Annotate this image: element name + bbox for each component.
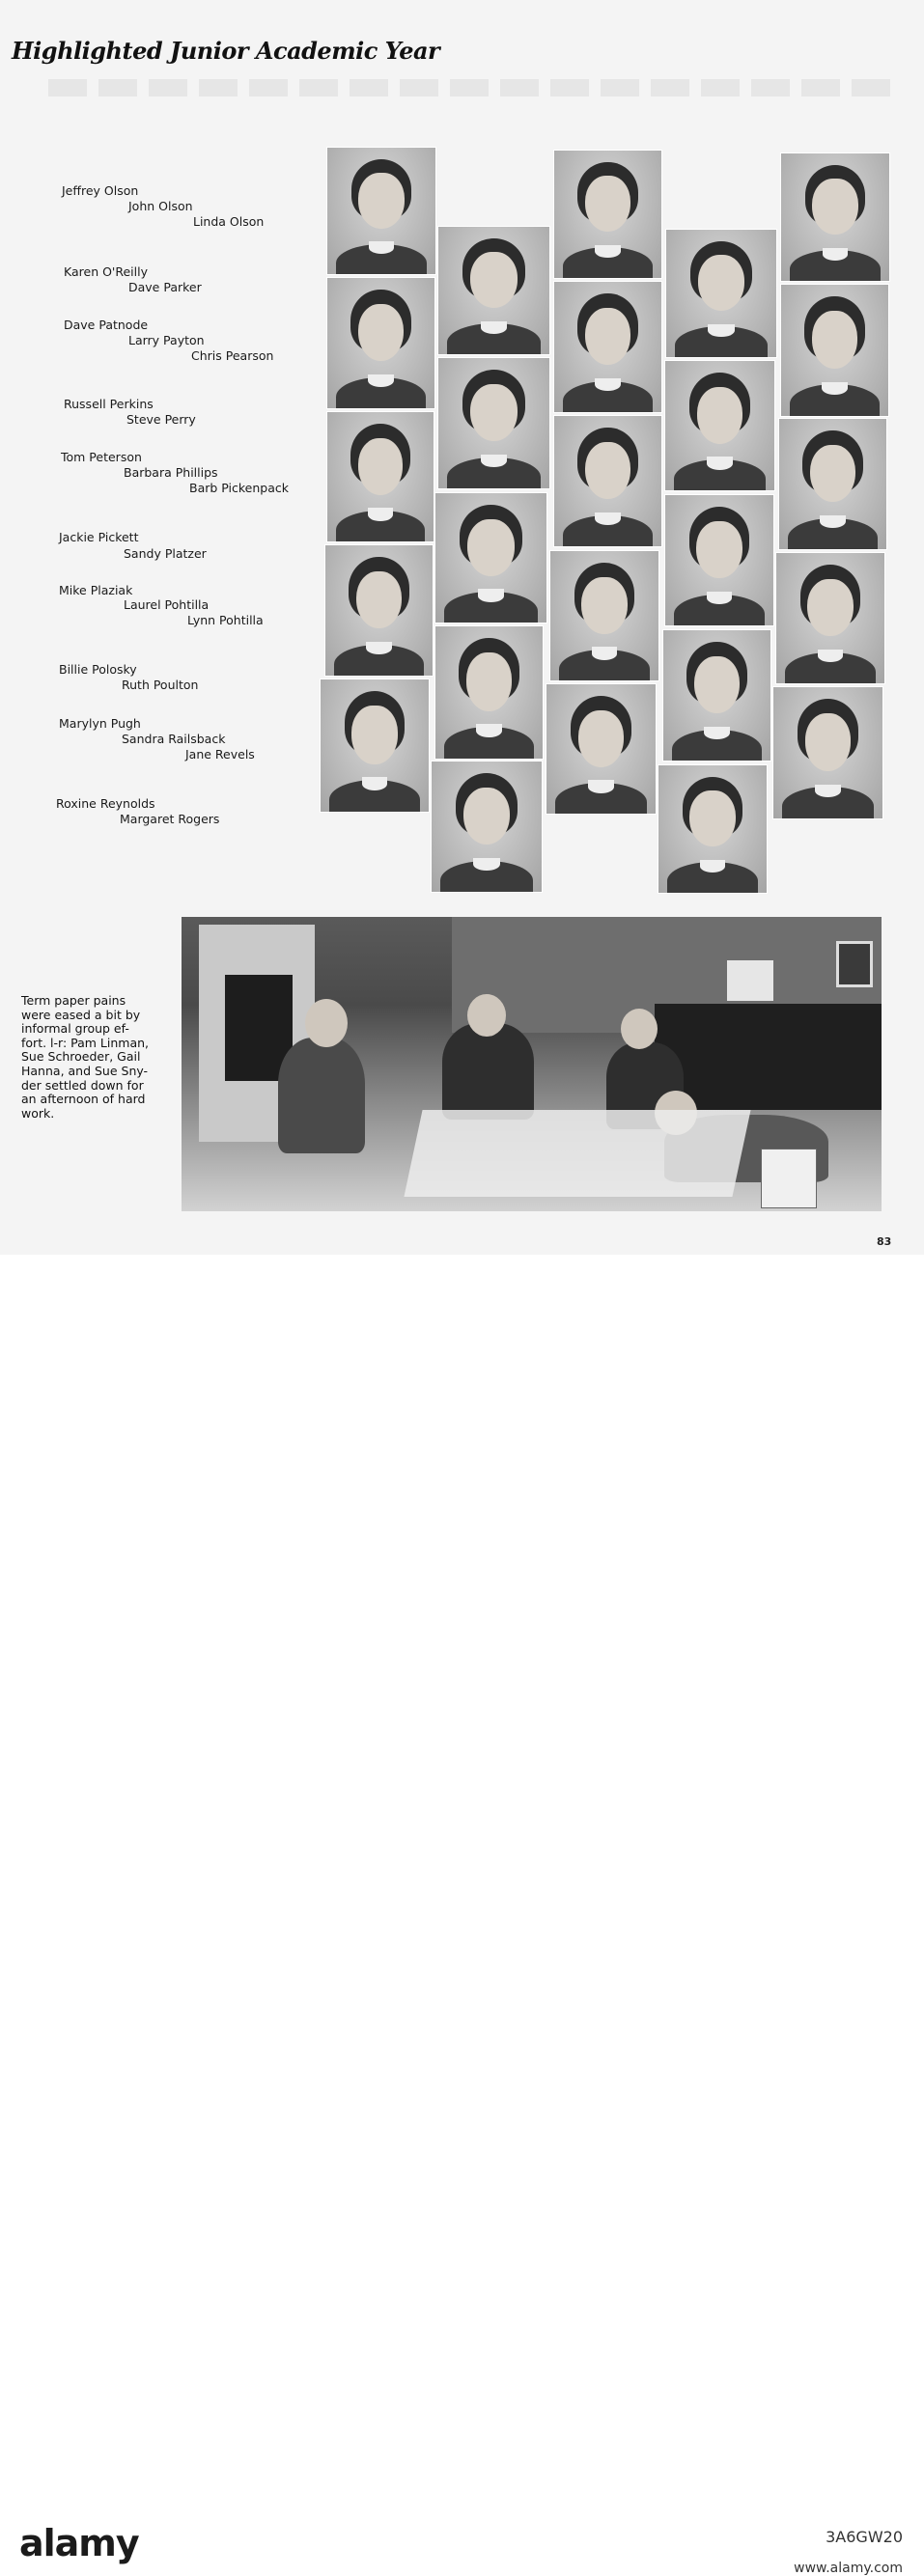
page-title: Highlighted Junior Academic Year [12, 37, 440, 65]
roster-name: Chris Pearson [191, 348, 274, 363]
portrait-photo [780, 284, 889, 417]
roster-name: Russell Perkins [64, 397, 154, 411]
scattered-papers [404, 1110, 750, 1197]
sheet-music [727, 960, 773, 1001]
portrait-photo [778, 418, 887, 550]
portrait-photo [780, 152, 890, 282]
portrait-photo [664, 360, 775, 491]
student-head [467, 994, 506, 1037]
portrait-photo [553, 281, 662, 413]
roster-name: Mike Plaziak [59, 583, 133, 597]
roster-name: Sandy Platzer [124, 546, 207, 561]
caption-line: Sue Schroeder, Gail [21, 1049, 141, 1065]
portrait-photo [326, 147, 436, 275]
roster-name: Roxine Reynolds [56, 796, 155, 811]
photo-caption [21, 994, 156, 1121]
portrait-photo [434, 492, 547, 623]
portrait-photo [431, 761, 543, 893]
roster-name: Steve Perry [126, 412, 196, 427]
portrait-photo [775, 552, 885, 684]
portrait-photo [434, 625, 544, 760]
alamy-logo: alamy [19, 2522, 139, 2564]
show-through-text [48, 79, 898, 97]
roster-name: Linda Olson [193, 214, 265, 229]
roster-name: Karen O'Reilly [64, 264, 148, 279]
roster-name: Barbara Phillips [124, 465, 218, 480]
caption-line: an afternoon of hard [21, 1092, 146, 1107]
student-figure [442, 1023, 534, 1120]
picture-frame [836, 941, 873, 987]
roster-name: Jeffrey Olson [62, 183, 139, 198]
roster-name: Jane Revels [185, 747, 255, 762]
student-figure [278, 1038, 365, 1153]
portrait-photo [664, 494, 774, 626]
portrait-photo [549, 550, 659, 681]
piano [655, 1004, 882, 1110]
caption-line: informal group ef- [21, 1021, 129, 1037]
portrait-photo [326, 277, 435, 409]
caption-line: der settled down for [21, 1077, 144, 1093]
portrait-photo [324, 544, 434, 677]
group-study-photo [182, 917, 882, 1211]
student-head [305, 999, 348, 1047]
student-head [621, 1009, 658, 1049]
roster-name: Barb Pickenpack [189, 481, 290, 495]
roster-name: Billie Polosky [59, 662, 137, 677]
portrait-photo [437, 226, 550, 355]
portrait-photo [553, 150, 662, 279]
caption-line: Term paper pains [21, 993, 126, 1008]
portrait-photo [326, 411, 434, 542]
portrait-photo [665, 229, 777, 358]
portrait-photo [546, 683, 657, 815]
portrait-photo [320, 679, 430, 813]
roster-name: Lynn Pohtilla [187, 613, 264, 627]
caption-line: fort. l-r: Pam Linman, [21, 1035, 150, 1050]
caption-line: Hanna, and Sue Sny- [21, 1063, 149, 1078]
roster-name: Dave Patnode [64, 318, 149, 332]
watermark-footer [0, 1255, 924, 2576]
roster-name: Marylyn Pugh [59, 716, 141, 731]
roster-name: Larry Payton [128, 333, 205, 347]
yearbook-page [0, 0, 924, 1255]
page-number: 83 [877, 1235, 892, 1248]
portrait-photo [772, 686, 883, 819]
roster-name: John Olson [128, 199, 193, 213]
portrait-photo [662, 629, 771, 762]
roster-name: Margaret Rogers [120, 812, 220, 826]
portrait-photo [437, 357, 550, 489]
roster-name: Ruth Poulton [122, 678, 199, 692]
roster-name: Laurel Pohtilla [124, 597, 210, 612]
roster-name: Sandra Railsback [122, 732, 226, 746]
portrait-photo [553, 415, 662, 547]
roster-name: Dave Parker [128, 280, 202, 294]
roster-name: Tom Peterson [61, 450, 142, 464]
caption-line: were eased a bit by [21, 1007, 141, 1022]
soda-carton [761, 1149, 817, 1208]
roster-name: Jackie Pickett [59, 530, 139, 544]
portrait-photo [658, 764, 768, 894]
footer-url: www.alamy.com [794, 2561, 903, 2576]
image-id: 3A6GW20 [826, 2528, 903, 2546]
caption-line: work. [21, 1105, 55, 1121]
